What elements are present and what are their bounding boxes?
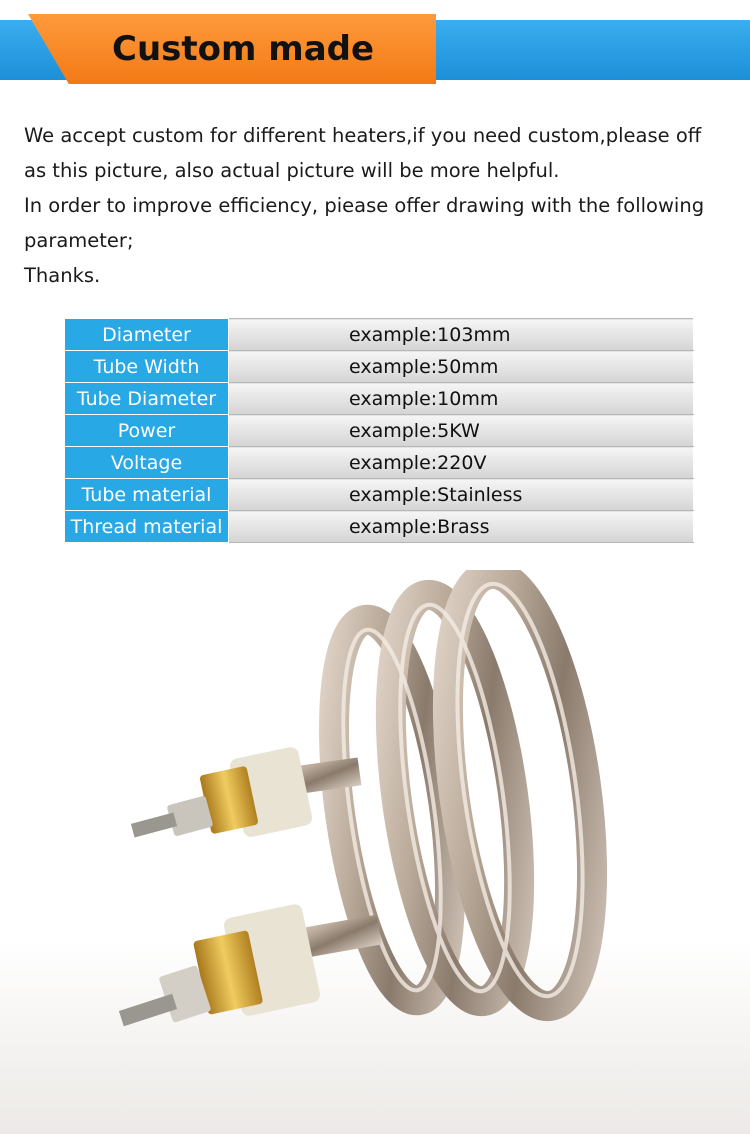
- upper-brass-fitting: [131, 746, 314, 839]
- product-photo: [0, 570, 750, 1134]
- param-value: example:10mm: [229, 383, 694, 415]
- intro-line: We accept custom for different heaters,if you need custom,please off: [24, 124, 702, 147]
- param-value: example:5KW: [229, 415, 694, 447]
- parameter-table: [64, 318, 694, 543]
- param-label: Tube Width: [65, 351, 229, 383]
- table-row: [65, 479, 694, 511]
- intro-line: Thanks.: [24, 264, 101, 287]
- param-label: Voltage: [65, 447, 229, 479]
- intro-line: parameter;: [24, 229, 134, 252]
- table-row: [65, 351, 694, 383]
- param-value: example:220V: [229, 447, 694, 479]
- param-value: example:50mm: [229, 351, 694, 383]
- param-label: Power: [65, 415, 229, 447]
- table-row: [65, 383, 694, 415]
- coil-heater-illustration: [0, 570, 750, 1134]
- header-banner: [0, 0, 750, 96]
- page-title: Custom made: [112, 29, 375, 69]
- param-value: example:103mm: [229, 319, 694, 351]
- table-row: [65, 511, 694, 543]
- param-value: example:Brass: [229, 511, 694, 543]
- table-row: [65, 415, 694, 447]
- table-row: [65, 319, 694, 351]
- param-label: Diameter: [65, 319, 229, 351]
- param-label: Tube material: [65, 479, 229, 511]
- intro-text: [24, 118, 742, 293]
- intro-line: In order to improve efficiency, piease offer drawing with the following: [24, 194, 705, 217]
- param-value: example:Stainless: [229, 479, 694, 511]
- intro-line: as this picture, also actual picture will be more helpful.: [24, 159, 560, 182]
- param-label: Tube Diameter: [65, 383, 229, 415]
- param-label: Thread material: [65, 511, 229, 543]
- table-row: [65, 447, 694, 479]
